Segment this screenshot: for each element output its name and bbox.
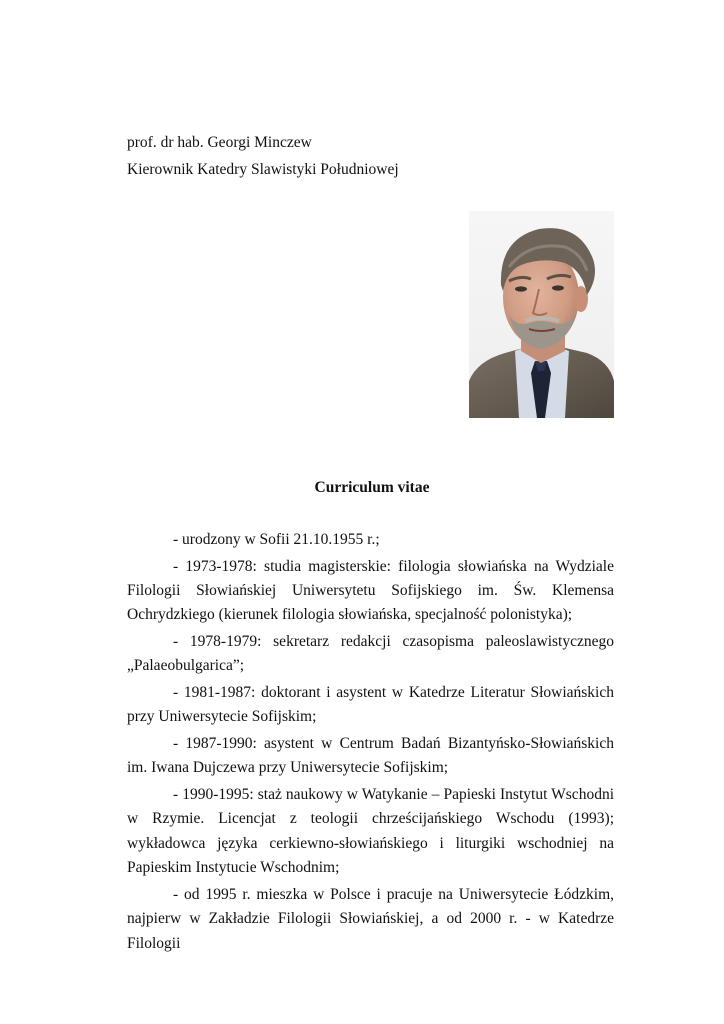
cv-entry-doctoral: - 1981-1987: doktorant i asystent w Katedrze Literatur Słowiańskich przy Uniwersytecie Sofijskim;	[127, 684, 614, 726]
portrait-photo	[469, 211, 614, 418]
cv-heading: Curriculum vitae	[314, 479, 430, 496]
author-position: Kierownik Katedry Slawistyki Południowej	[127, 161, 399, 178]
cv-entries-list	[127, 528, 614, 958]
cv-entry-assistant: - 1987-1990: asystent w Centrum Badań Bizantyńsko-Słowiańskich im. Iwana Dujczewa przy Uniwersytecie Sofijskim;	[127, 735, 614, 777]
cv-entry-editor: - 1978-1979: sekretarz redakcji czasopisma paleoslawistycznego „Palaeobulgarica”;	[127, 633, 614, 675]
cv-entry-studies: - 1973-1978: studia magisterskie: filologia słowiańska na Wydziale Filologii Słowiańskiej Uniwersytetu Sofijskiego im. Św. Klemensa Ochrydzkiego (kierunek filologia słowiańska, specjalność polonistyka);	[127, 557, 614, 624]
author-name: prof. dr hab. Georgi Minczew	[127, 134, 312, 151]
cv-entry-lodz: - od 1995 r. mieszka w Polsce i pracuje na Uniwersytecie Łódzkim, najpierw w Zakładzie Filologii Słowiańskiej, a od 2000 r. - w Katedrze Filologii	[127, 885, 614, 952]
cv-entry-birth: - urodzony w Sofii 21.10.1955 r.;	[173, 531, 380, 548]
cv-entry-vatican: - 1990-1995: staż naukowy w Watykanie – Papieski Instytut Wschodni w Rzymie. Licencjat z teologii chrześcijańskiego Wschodu (1993); wykładowca języka cerkiewno-słowiańskiego i liturgiki wschodniej na Papieskim Instytucie Wschodnim;	[127, 786, 614, 877]
